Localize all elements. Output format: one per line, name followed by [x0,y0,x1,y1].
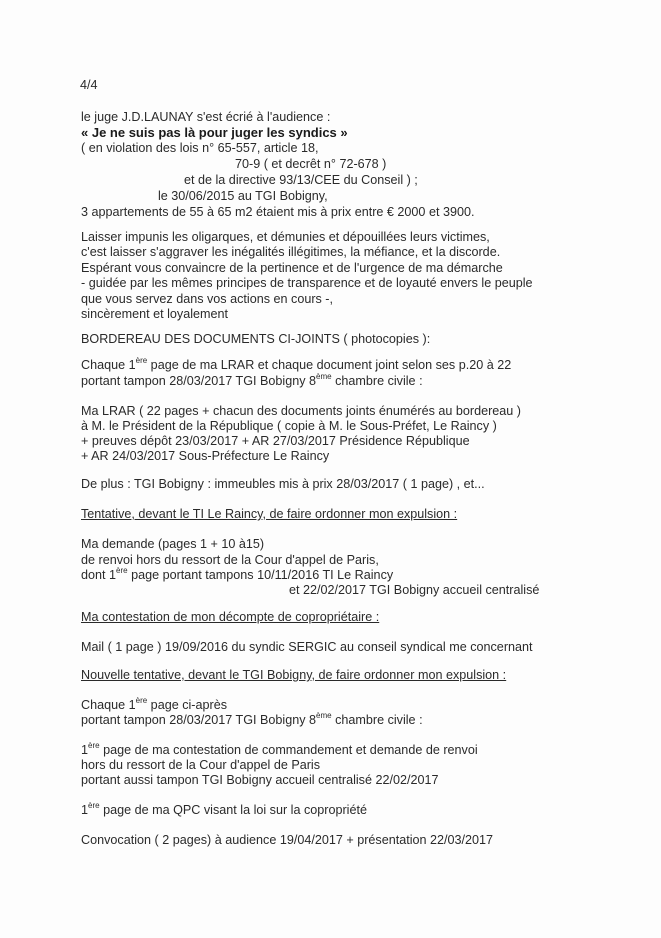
bordereau-line: De plus : TGI Bobigny : immeubles mis à prix 28/03/2017 ( 1 page) , et... [81,477,485,491]
section-heading: Tentative, devant le TI Le Raincy, de faire ordonner mon expulsion : [81,507,458,521]
para-line: Espérant vous convaincre de la pertinence et de l'urgence de ma démarche [81,261,503,275]
para-line: sincèrement et loyalement [81,307,228,321]
bordereau-line: 1ère page de ma contestation de commandement et demande de renvoi [81,740,478,757]
intro-line: 3 appartements de 55 à 65 m2 étaient mis à prix entre € 2000 et 3900. [81,205,475,219]
intro-line: ( en violation des lois n° 65-557, article 18, [81,141,319,155]
bordereau-title: BORDEREAU DES DOCUMENTS CI-JOINTS ( photocopies ): [81,332,431,346]
para-line: que vous servez dans vos actions en cours -, [81,292,334,306]
bordereau-line: Convocation ( 2 pages) à audience 19/04/2017 + présentation 22/03/2017 [81,833,494,847]
para-line: c'est laisser s'aggraver les inégalités illégitimes, la méfiance, et la discorde. [81,245,501,259]
bordereau-line: Mail ( 1 page ) 19/09/2016 du syndic SERGIC au conseil syndical me concernant [81,640,533,654]
intro-line: le 30/06/2015 au TGI Bobigny, [158,189,328,203]
bordereau-line: Ma demande (pages 1 + 10 à15) [81,537,265,551]
bordereau-line: Chaque 1ère page ci-après [81,695,227,712]
para-line: Laisser impunis les oligarques, et démunies et dépouillées leurs victimes, [81,230,490,244]
intro-line: et de la directive 93/13/CEE du Conseil ) ; [184,173,418,187]
bordereau-line: hors du ressort de la Cour d'appel de Paris [81,758,321,772]
section-heading: Nouvelle tentative, devant le TGI Bobigny, de faire ordonner mon expulsion : [81,668,507,682]
bordereau-line: 1ère page de ma QPC visant la loi sur la copropriété [81,800,367,817]
page-number: 4/4 [80,78,98,92]
bordereau-line: à M. le Président de la République ( copie à M. le Sous-Préfet, Le Raincy ) [81,419,497,433]
bordereau-line: dont 1ère page portant tampons 10/11/2016 TI Le Raincy [81,565,394,582]
bordereau-line: + preuves dépôt 23/03/2017 + AR 27/03/2017 Présidence République [81,434,470,448]
bordereau-line: de renvoi hors du ressort de la Cour d'appel de Paris, [81,553,379,567]
intro-line: le juge J.D.LAUNAY s'est écrié à l'audience : [81,110,331,124]
para-line: - guidée par les mêmes principes de transparence et de loyauté envers le peuple [81,276,533,290]
section-heading: Ma contestation de mon décompte de copropriétaire : [81,610,380,624]
intro-line: 70-9 ( et decrêt n° 72-678 ) [235,157,387,171]
bordereau-line: Chaque 1ère page de ma LRAR et chaque document joint selon ses p.20 à 22 [81,355,512,372]
bordereau-line: + AR 24/03/2017 Sous-Préfecture Le Raincy [81,449,330,463]
bordereau-line: portant tampon 28/03/2017 TGI Bobigny 8ème chambre civile : [81,710,423,727]
quote-line: « Je ne suis pas là pour juger les syndics » [81,125,348,140]
bordereau-line: portant tampon 28/03/2017 TGI Bobigny 8ème chambre civile : [81,371,423,388]
bordereau-line: Ma LRAR ( 22 pages + chacun des documents joints énumérés au bordereau ) [81,404,521,418]
bordereau-line: portant aussi tampon TGI Bobigny accueil centralisé 22/02/2017 [81,773,439,787]
bordereau-line: et 22/02/2017 TGI Bobigny accueil centralisé [289,583,540,597]
